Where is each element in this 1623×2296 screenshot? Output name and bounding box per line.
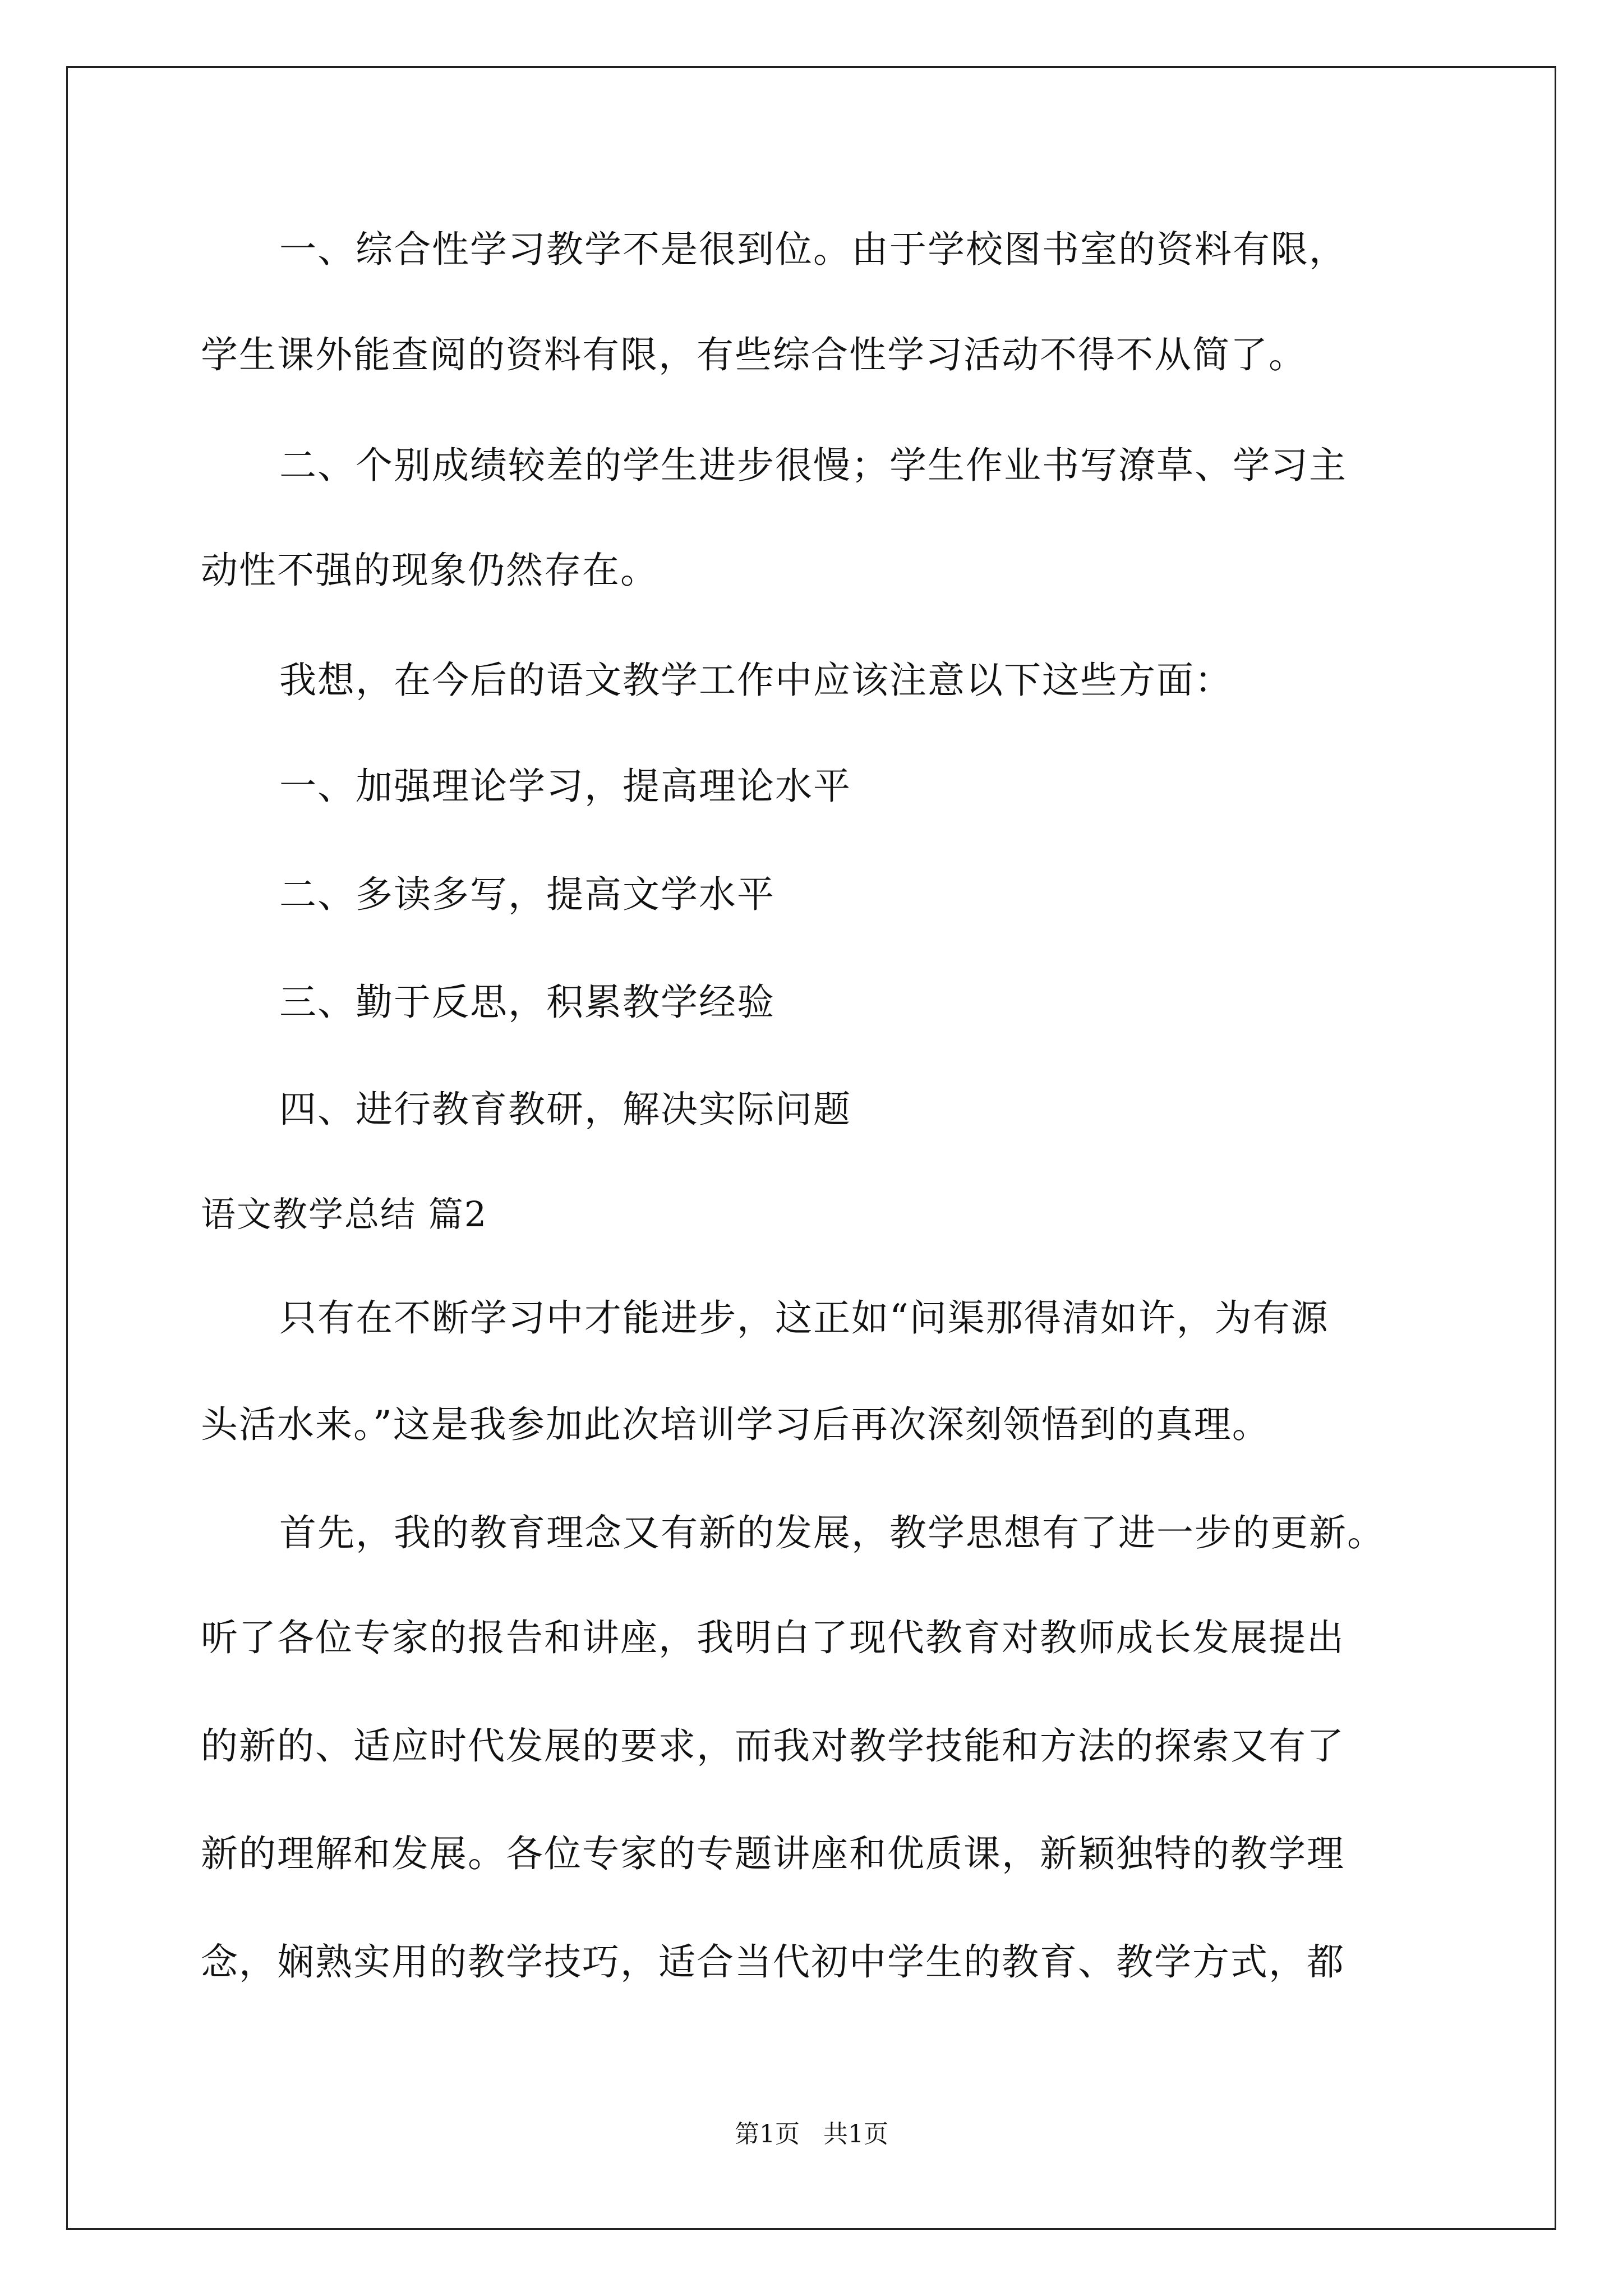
paragraph-line: 念，娴熟实用的教学技巧，适合当代初中学生的教育、教学方式，都 [201,1940,1345,1984]
list-item: 一、加强理论学习，提高理论水平 [279,765,851,808]
paragraph-line: 学生课外能查阅的资料有限，有些综合性学习活动不得不从简了。 [201,333,1307,376]
list-item: 三、勤于反思，积累教学经验 [279,981,775,1024]
page-border [66,66,1556,2230]
list-item: 二、多读多写，提高文学水平 [279,873,775,916]
paragraph-line: 首先，我的教育理念又有新的发展，教学思想有了进一步的更新。 [279,1511,1385,1554]
paragraph-line: 头活水来。”这是我参加此次培训学习后再次深刻领悟到的真理。 [201,1403,1270,1446]
section-heading: 语文教学总结 篇2 [201,1194,488,1235]
paragraph-line: 我想，在今后的语文教学工作中应该注意以下这些方面： [279,659,1233,702]
paragraph-line: 二、个别成绩较差的学生进步很慢；学生作业书写潦草、学习主 [279,444,1347,487]
paragraph-line: 动性不强的现象仍然存在。 [201,549,658,592]
paragraph-line: 的新的、适应时代发展的要求，而我对教学技能和方法的探索又有了 [201,1724,1345,1768]
list-item: 四、进行教育教研，解决实际问题 [279,1088,851,1131]
page-total: 共1页 [823,2120,888,2148]
paragraph-line: 一、综合性学习教学不是很到位。由于学校图书室的资料有限， [279,228,1347,271]
page-footer [0,2118,1623,2151]
page-number: 第1页 [735,2120,800,2148]
paragraph-line: 新的理解和发展。各位专家的专题讲座和优质课，新颖独特的教学理 [201,1832,1345,1875]
paragraph-line: 只有在不断学习中才能进步，这正如“问渠那得清如许，为有源 [279,1296,1329,1340]
paragraph-line: 听了各位专家的报告和讲座，我明白了现代教育对教师成长发展提出 [201,1616,1345,1659]
